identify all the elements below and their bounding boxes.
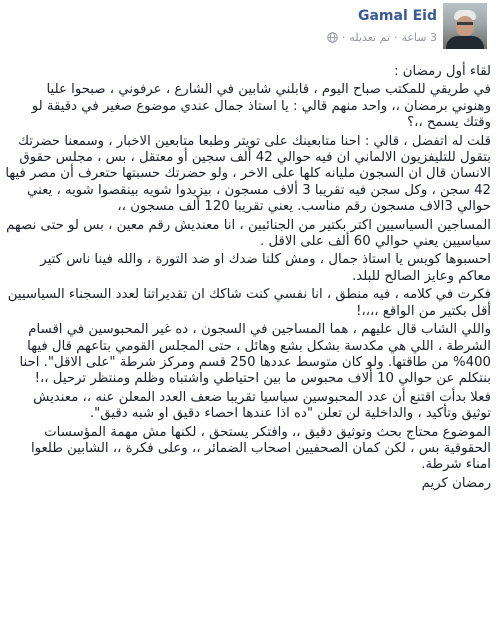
post-paragraph: واللي الشاب قال عليهم ، هما المساجين في السجون ، ده غير المحبوسين في اقسام الشرطة ، اللي هي مكدسة بشكل بشع وهائل ، حتى المجلس القومي بتاعهم قال فيها 400% من طاقتها. ولو كان متوسط عددها 250 قسم ومركز شرطة "على الاقل". احنا بنتكلم عن حوالي 10 ألاف محبوس ما بين احتياطي واشتباه وظلم ومنتظر ترحيل ،،!: [19, 322, 491, 387]
meta-separator: ·: [393, 31, 398, 44]
post-body: [4, 64, 491, 492]
edited-label[interactable]: تم تعديله: [349, 31, 390, 44]
author-name-link[interactable]: Gamal Eid: [357, 8, 437, 24]
post-paragraph: فكرت في كلامه ، فيه منطق ، انا نفسي كنت شاكك ان تقديراتنا لعدد السجناء السياسيين أقل بكتير من الواقع ،،،،!: [7, 287, 491, 319]
post-paragraph: في طريقي للمكتب صباح اليوم ، قابلني شابين في الشارع ، عرفوني ، صبحوا عليا وهنوني برمضان ،، واحد منهم قالي : يا استاذ جمال عندي موضوع صغير في دقيقة لو وقتك يسمح ،،؟: [31, 82, 491, 131]
post-paragraph: الموضوع محتاج بحث وتوثيق دقيق ،، وافتكر يستحق ، لكنها مش مهمة المؤسسات الحقوقية بس ، لكن كمان الصحفيين اصحاب الضمائر ،، وعلى فكرة ،، الشابين طلعوا امناء شرطة.: [30, 424, 491, 473]
post-paragraph: لقاء أول رمضان :: [394, 64, 491, 79]
post-paragraph: رمضان كريم: [421, 475, 491, 491]
post-meta: [327, 31, 437, 44]
post-paragraph: فعلا بدأت اقتنع أن عدد المحبوسين سياسيا تقريبا ضعف العدد المعلن عنه ،، معنديش توثيق وتأكيد ، والداخلية لن تعلن "ده اذا عندها احصاء دقيق او شبه دقيق".: [33, 389, 491, 422]
meta-separator-2: ·: [341, 31, 346, 44]
author-avatar[interactable]: [443, 3, 487, 49]
post-paragraph: المساجين السياسيين اكتر بكتير من الجنائيين ، انا معنديش رقم معين ، بس لو حتى نصهم سياسيين يعني حوالي 60 ألف على الاقل .: [6, 217, 491, 250]
globe-icon[interactable]: [327, 32, 338, 43]
post-timestamp-link[interactable]: 3 ساعة: [401, 31, 437, 44]
post-paragraph: قلت له اتفضل ، قالي : احنا متابعينك على تويتر وطبعا متابعين الاخبار ، وسمعنا حضرتك بتقول للتليفزيون الالماني ان فيه حوالي 42 ألف سجين أو معتقل ، بس ، مجلس حقوق الانسان قال ان السجون مليانه كلها على الاخر ، ولو حضرتك حسبتها حتعرف أن مصر فيها 42 سجن ، وكل سجن فيه تقريبا 3 ألاف مسجون ، بيزيدوا شويه بينقصوا شويه ، يعني حوالي 3الاف مسجون رقم مناسب. يعني تقريبا 120 ألف مسجون ،،: [5, 133, 491, 215]
post-paragraph: احسبوها كويس يا استاذ جمال ، ومش كلنا ضدك او ضد التورة ، والله فينا ناس كتير معاكم وعايز الصالح للبلد.: [40, 252, 491, 284]
